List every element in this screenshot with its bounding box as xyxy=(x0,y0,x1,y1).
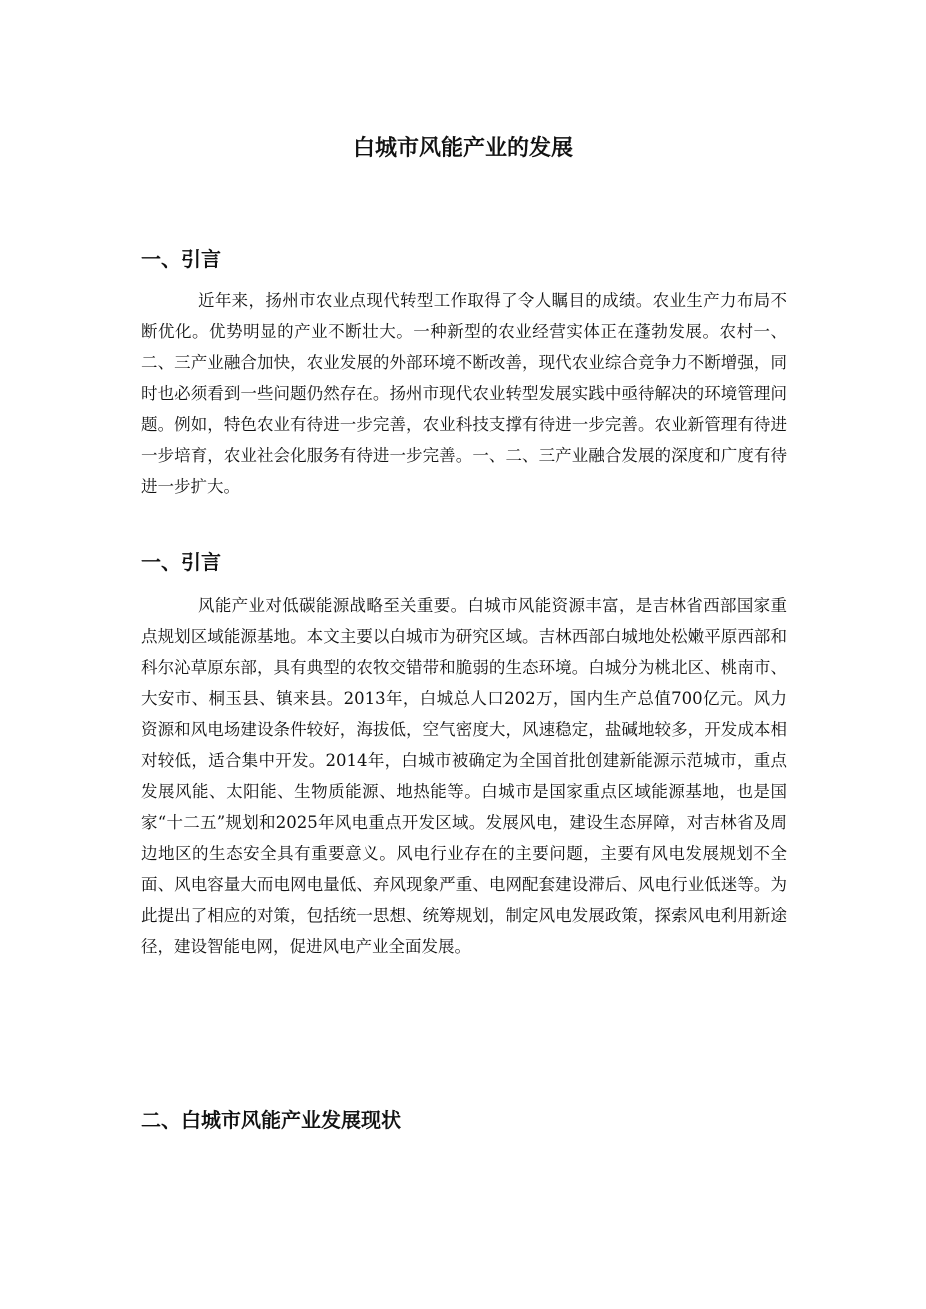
section-heading-wind-industry-status: 二、白城市风能产业发展现状 xyxy=(141,1108,401,1132)
document-title: 白城市风能产业的发展 xyxy=(352,136,573,161)
section-heading-introduction-1: 一、引言 xyxy=(141,247,221,271)
section-paragraph-introduction-1: 近年来，扬州市农业点现代转型工作取得了令人瞩目的成绩。农业生产力布局不断优化。优势明显的产业不断壮大。一种新型的农业经营实体正在蓬勃发展。农村一、二、三产业融合加快，农业发展的外部环境不断改善，现代农业综合竞争力不断增强，同时也必须看到一些问题仍然存在。扬州市现代农业转型发展实践中亟待解决的环境管理问题。例如，特色农业有待进一步完善，农业科技支撑有待进一步完善。农业新管理有待进一步培育，农业社会化服务有待进一步完善。一、二、三产业融合发展的深度和广度有待进一步扩大。 xyxy=(141,291,787,496)
section-paragraph-introduction-2: 风能产业对低碳能源战略至关重要。白城市风能资源丰富，是吉林省西部国家重点规划区域能源基地。本文主要以白城市为研究区域。吉林西部白城地处松嫩平原西部和科尔沁草原东部，具有典型的农牧交错带和脆弱的生态环境。白城分为桃北区、桃南市、大安市、桐玉县、镇来县。2013年，白城总人口202万，国内生产总值700亿元。风力资源和风电场建设条件较好，海拔低，空气密度大，风速稳定，盐碱地较多，开发成本相对较低，适合集中开发。2014年，白城市被确定为全国首批创建新能源示范城市，重点发展风能、太阳能、生物质能源、地热能等。白城市是国家重点区域能源基地，也是国家“十二五”规划和2025年风电重点开发区域。发展风电，建设生态屏障，对吉林省及周边地区的生态安全具有重要意义。风电行业存在的主要问题，主要有风电发展规划不全面、风电容量大而电网电量低、弃风现象严重、电网配套建设滞后、风电行业低迷等。为此提出了相应的对策，包括统一思想、统筹规划，制定风电发展政策，探索风电利用新途径，建设智能电网，促进风电产业全面发展。 xyxy=(141,596,787,956)
section-heading-introduction-2: 一、引言 xyxy=(141,550,221,574)
